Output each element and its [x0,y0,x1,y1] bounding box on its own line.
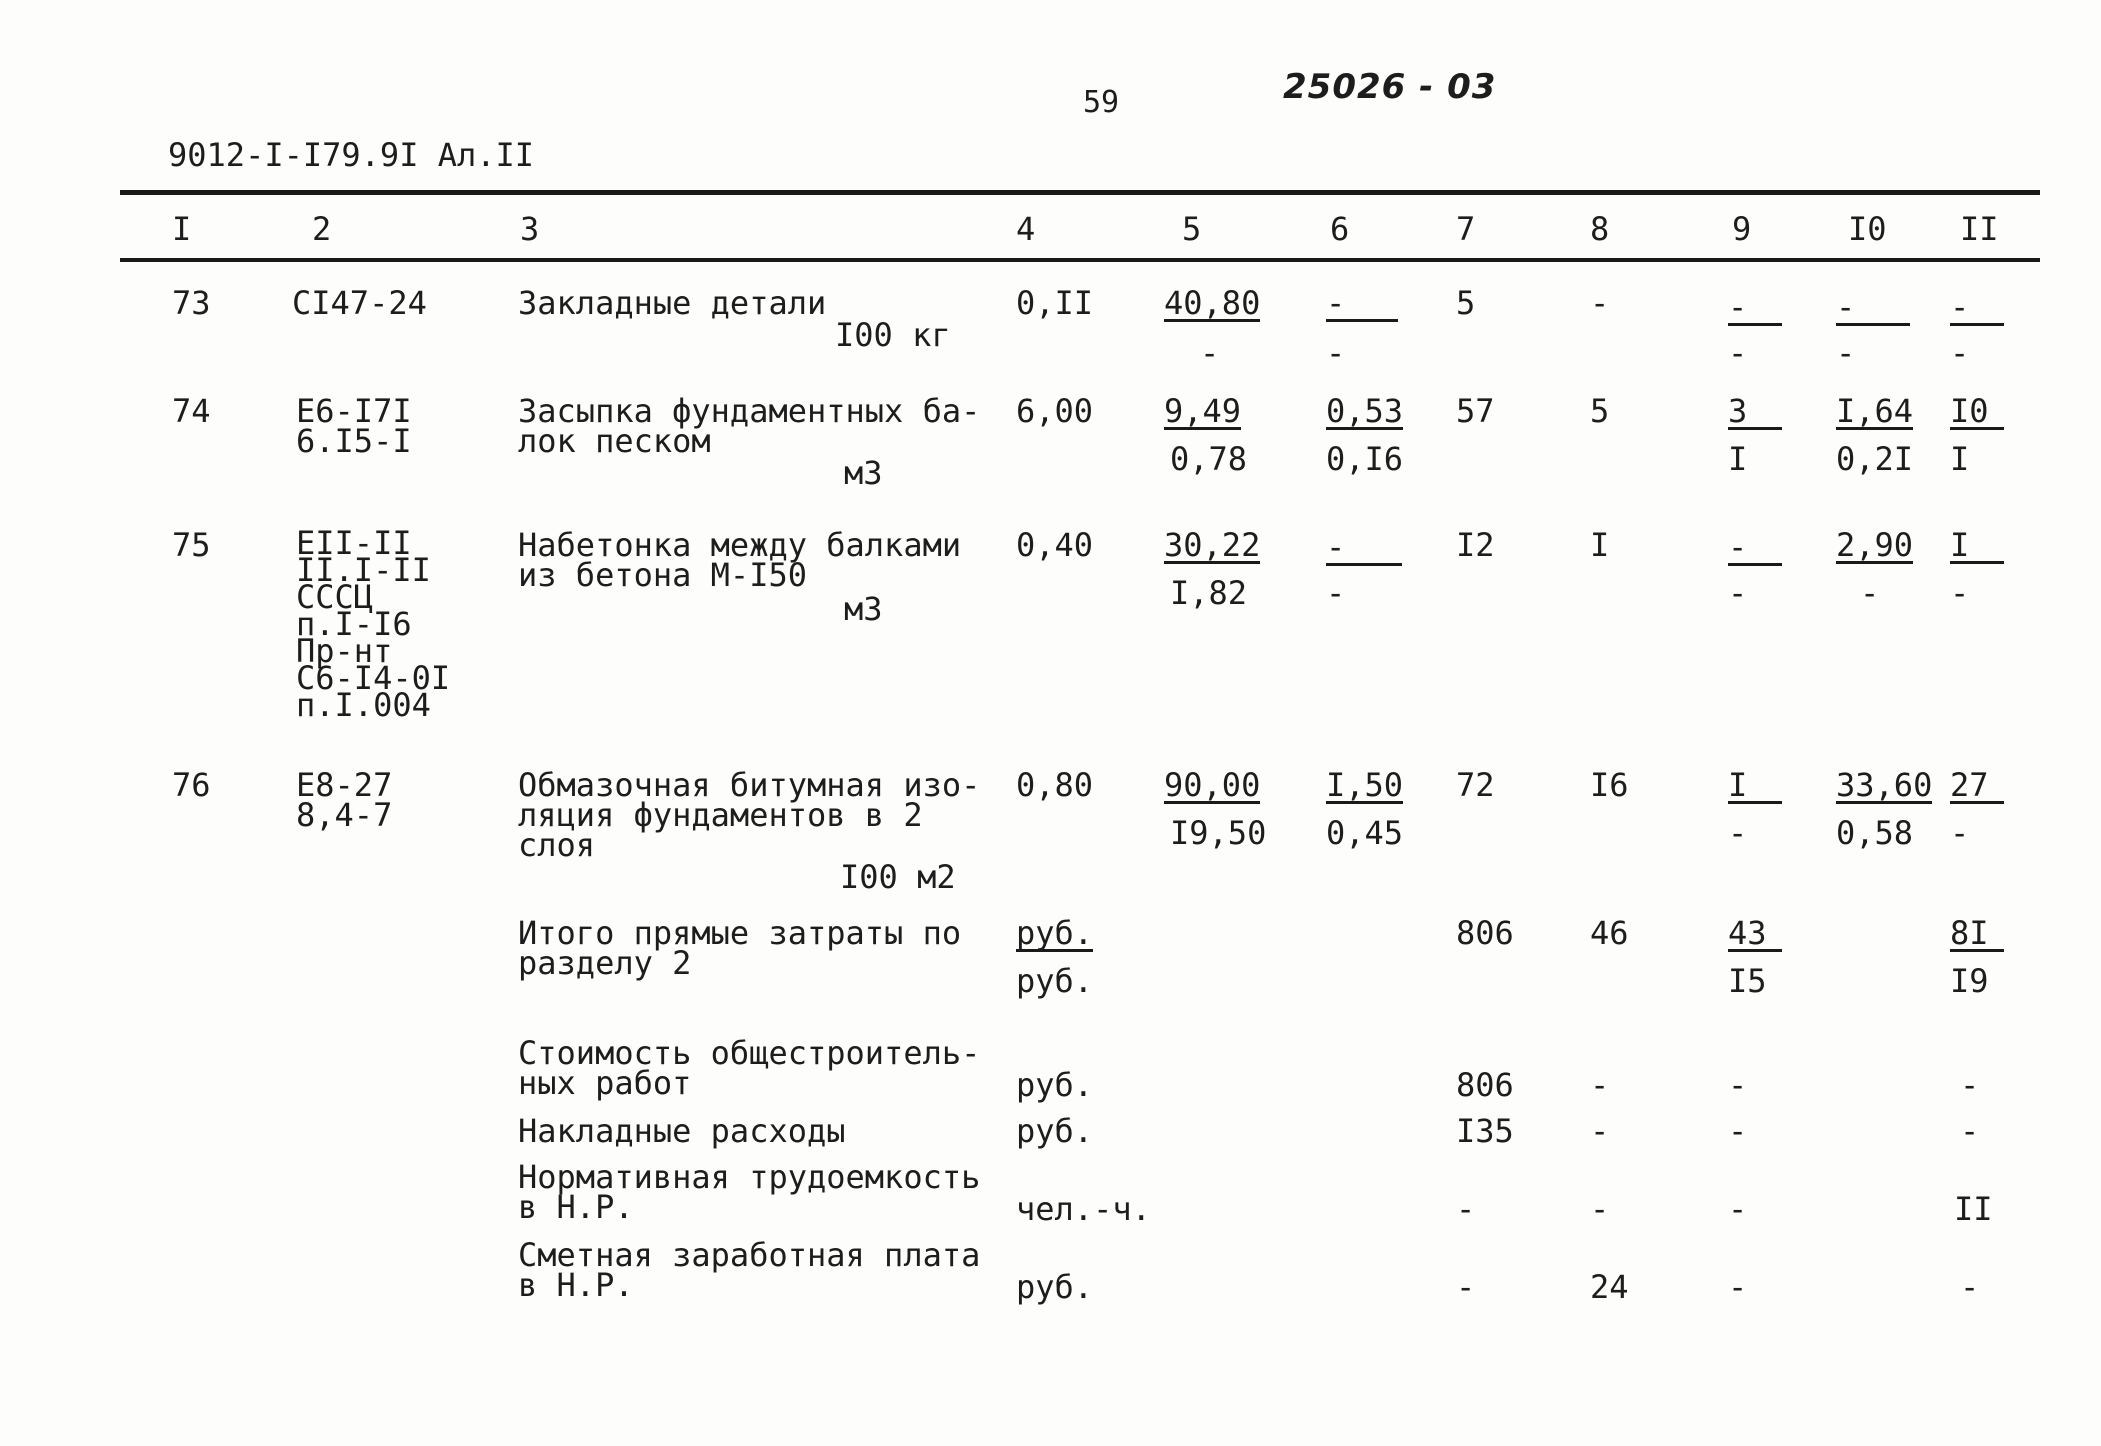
summary-unit: руб. [1016,1112,1094,1150]
summary-col9: - [1728,1268,1748,1306]
total-unit-bottom: руб. [1016,962,1094,1000]
row-col6-top: - [1326,532,1402,566]
row-number: 76 [172,766,211,804]
row-col5-top: 9,49 [1164,392,1242,430]
column-header-11: II [1960,210,1999,248]
column-header-9: 9 [1732,210,1752,248]
row-col8: I6 [1590,766,1629,804]
row-col9-bottom: - [1728,574,1748,612]
total-col9-top: 43 [1728,918,1782,952]
row-col7: 57 [1456,392,1495,430]
table-header-rule [120,258,2040,262]
row-col6-top: I,50 [1326,766,1404,804]
summary-col7: - [1456,1268,1476,1306]
row-unit: м3 [844,590,883,628]
row-col10-bottom: 0,58 [1836,814,1914,852]
row-col10-bottom: - [1860,574,1880,612]
column-header-5: 5 [1182,210,1202,248]
column-header-7: 7 [1456,210,1476,248]
row-code: ЕII-II II.I-II СССЦ п.I-I6 Пр-нт С6-I4-0I п.I.004 [296,524,451,724]
row-quantity: 0,40 [1016,526,1094,564]
row-col5-top: 40,80 [1164,284,1261,322]
row-col7: 5 [1456,284,1476,322]
summary-unit: руб. [1016,1066,1094,1104]
summary-label: Сметная заработная плата в Н.Р. [518,1236,981,1304]
summary-col11: - [1960,1112,1980,1150]
column-header-2: 2 [312,210,332,248]
summary-col9: - [1728,1112,1748,1150]
row-col10-bottom: - [1836,334,1856,372]
row-col11-top: I [1950,530,2004,564]
row-col6-bottom: 0,45 [1326,814,1404,852]
row-col5-top: 90,00 [1164,766,1261,804]
row-col9-bottom: I [1728,440,1748,478]
summary-label: Стоимость общестроитель- ных работ [518,1034,981,1102]
summary-unit: руб. [1016,1268,1094,1306]
summary-label: Накладные расходы [518,1112,846,1150]
row-unit: I00 кг [835,316,951,354]
summary-col7: I35 [1456,1112,1514,1150]
column-header-1: I [172,210,192,248]
row-col8: 5 [1590,392,1610,430]
total-col11-bottom: I9 [1950,962,1989,1000]
column-header-10: I0 [1848,210,1887,248]
row-col11-top: I0 [1950,396,2004,430]
row-col5-top: 30,22 [1164,526,1261,564]
row-col9-top: - [1728,292,1782,326]
row-quantity: 0,80 [1016,766,1094,804]
row-col11-bottom: - [1950,814,1970,852]
row-unit: I00 м2 [840,858,956,896]
summary-label: Нормативная трудоемкость в Н.Р. [518,1158,981,1226]
row-col10-top: I,64 [1836,392,1914,430]
row-col7: I2 [1456,526,1495,564]
row-col5-bottom: - [1200,334,1220,372]
table-top-rule [120,190,2040,195]
row-col11-bottom: - [1950,574,1970,612]
row-col9-top: I [1728,770,1782,804]
row-number: 73 [172,284,211,322]
summary-col8: - [1590,1190,1610,1228]
row-number: 74 [172,392,211,430]
row-name: Засыпка фундаментных ба- лок песком [518,392,981,460]
summary-col9: - [1728,1066,1748,1104]
row-col10-top: 2,90 [1836,526,1914,564]
row-quantity: 6,00 [1016,392,1094,430]
summary-col8: 24 [1590,1268,1629,1306]
total-col11-top: 8I [1950,918,2004,952]
row-col9-bottom: - [1728,814,1748,852]
row-col6-top: - [1326,288,1398,322]
row-col9-bottom: - [1728,334,1748,372]
row-col11-top: 27 [1950,770,2004,804]
row-col9-top: - [1728,532,1782,566]
row-code: Е8-27 8,4-7 [296,766,393,834]
row-col6-bottom: - [1326,574,1346,612]
total-col9-bottom: I5 [1728,962,1767,1000]
summary-col11: II [1954,1190,1993,1228]
row-col10-bottom: 0,2I [1836,440,1914,478]
column-header-3: 3 [520,210,540,248]
summary-col11: - [1960,1066,1980,1104]
row-col11-bottom: - [1950,334,1970,372]
row-name: Закладные детали [518,284,827,322]
row-col10-top: 33,60 [1836,766,1933,804]
summary-col9: - [1728,1190,1748,1228]
summary-unit: чел.-ч. [1016,1190,1151,1228]
row-number: 75 [172,526,211,564]
row-col7: 72 [1456,766,1495,804]
document-code: 9012-I-I79.9I Ал.II [168,136,535,174]
row-col6-bottom: - [1326,334,1346,372]
column-header-8: 8 [1590,210,1610,248]
row-col8: - [1590,284,1610,322]
row-unit: м3 [844,454,883,492]
row-col5-bottom: 0,78 [1170,440,1248,478]
summary-col8: - [1590,1112,1610,1150]
row-col8: I [1590,526,1610,564]
row-col10-top: - [1836,292,1910,326]
column-header-6: 6 [1330,210,1350,248]
total-unit-top: руб. [1016,914,1094,952]
row-name: Обмазочная битумная изо- ляция фундаментов в 2 слоя [518,766,981,864]
row-col11-bottom: I [1950,440,1970,478]
row-code: CI47-24 [292,284,427,322]
summary-col11: - [1960,1268,1980,1306]
row-col5-bottom: I,82 [1170,574,1248,612]
total-col7: 806 [1456,914,1514,952]
total-col8: 46 [1590,914,1629,952]
row-col5-bottom: I9,50 [1170,814,1267,852]
row-col6-top: 0,53 [1326,392,1404,430]
row-quantity: 0,II [1016,284,1094,322]
page-number: 59 [1083,85,1120,120]
row-name: Набетонка между балками из бетона М-I50 [518,526,962,594]
summary-col8: - [1590,1066,1610,1104]
row-col6-bottom: 0,I6 [1326,440,1404,478]
total-label: Итого прямые затраты по разделу 2 [518,914,962,982]
document-stamp: 25026 - 03 [1283,67,1497,107]
row-code: Е6-I7I 6.I5-I [296,392,412,460]
summary-col7: 806 [1456,1066,1514,1104]
row-col11-top: - [1950,292,2004,326]
row-col9-top: 3 [1728,396,1782,430]
summary-col7: - [1456,1190,1476,1228]
column-header-4: 4 [1016,210,1036,248]
